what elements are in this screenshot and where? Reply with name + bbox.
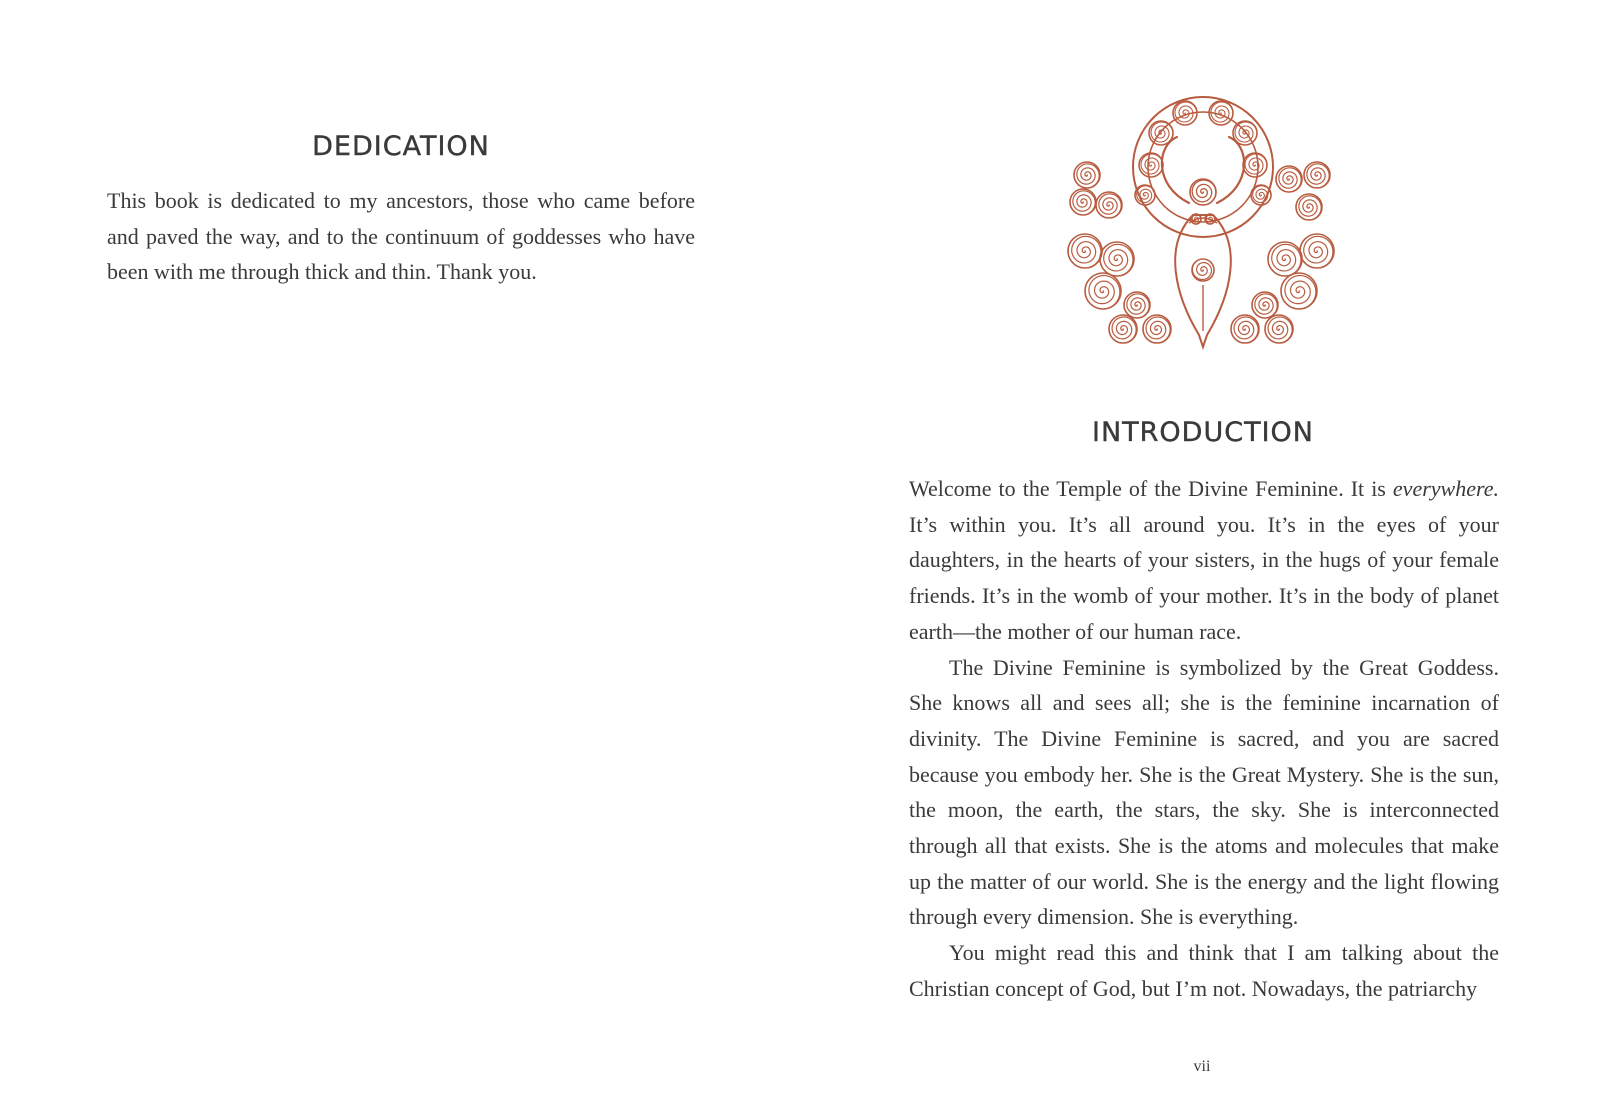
introduction-body [909, 471, 1499, 1007]
intro-paragraph-1-end: It’s within you. It’s all around you. It’s in the eyes of your daughters, in the hearts of your sisters, in the hugs of your female friends. It’s in the womb of your mother. It’s in the body of planet earth—the mother of our human race. [909, 511, 1499, 644]
dedication-text: This book is dedicated to my ancestors, those who came before and paved the way, and to the continuum of goddesses who have been with me through thick and thin. Thank you. [107, 188, 695, 285]
intro-paragraph-1-emphasis: everywhere. [1392, 476, 1499, 501]
intro-paragraph-1 [909, 471, 1499, 650]
intro-paragraph-2: The Divine Feminine is symbolized by the Great Goddess. She knows all and sees all; she is the feminine incarnation of divinity. The Divine Feminine is sacred, and you are sacred because you embody her. She is the Great Mystery. She is the sun, the moon, the earth, the stars, the sky. She is interconnected through all that exists. She is the atoms and molecules that make up the matter of our world. She is the energy and the light flowing through every dimension. She is everything. [909, 654, 1499, 930]
intro-paragraph-1-start: Welcome to the Temple of the Divine Feminine. It is [909, 476, 1393, 501]
intro-paragraph-3: You might read this and think that I am talking about the Christian concept of God, but I’m not. Nowadays, the patriarchy [909, 940, 1499, 1001]
dedication-heading: DEDICATION [312, 131, 490, 162]
page-number: vii [1193, 1058, 1211, 1075]
introduction-heading: INTRODUCTION [1092, 417, 1314, 448]
spiral-goddess-icon [1065, 95, 1341, 361]
